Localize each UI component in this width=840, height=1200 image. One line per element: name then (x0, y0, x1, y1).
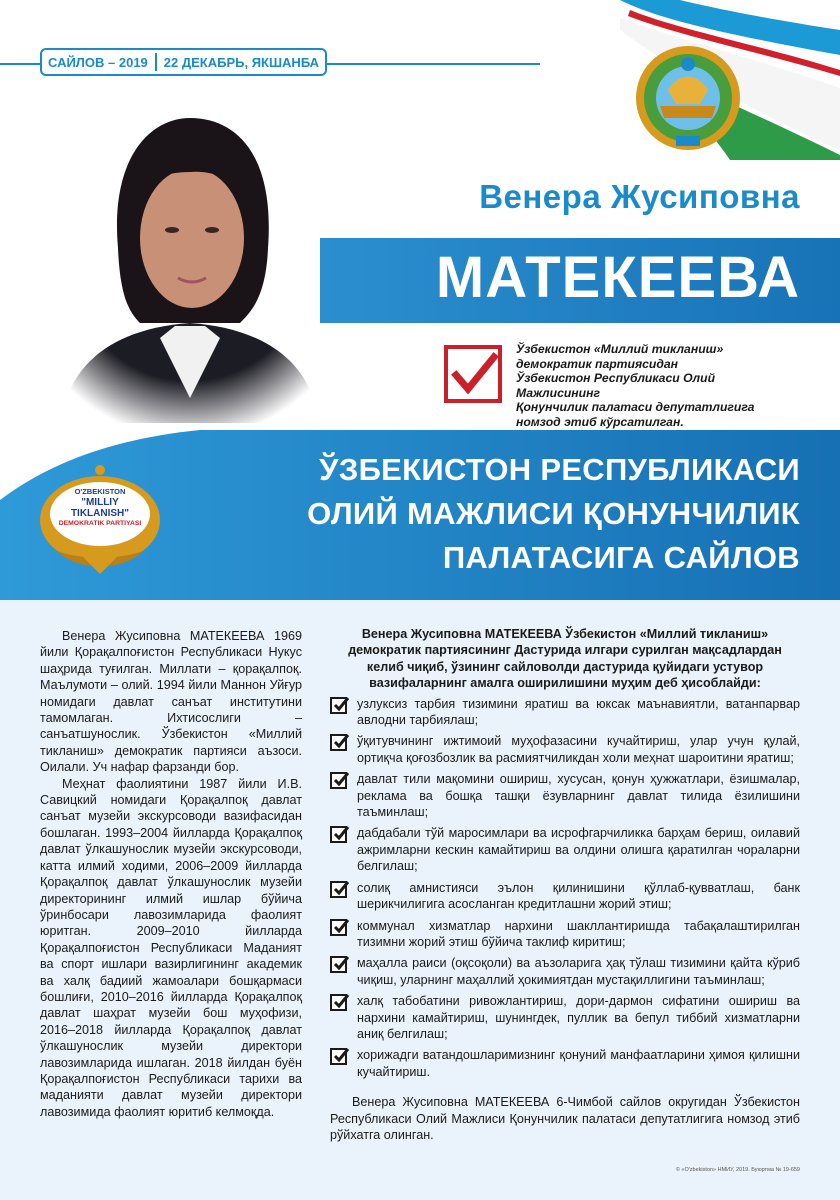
checkbox-checked-icon (330, 994, 347, 1011)
checkmark-icon (444, 345, 502, 403)
election-date: 22 ДЕКАБРЬ, ЯКШАНБА (163, 54, 320, 70)
checkbox-checked-icon (330, 1048, 347, 1065)
title-line: ПАЛАТАСИГА САЙЛОВ (442, 540, 800, 575)
nomination-line: Ўзбекистон Республикаси Олий Мажлисининг (516, 371, 716, 400)
nomination-line: номзод этиб кўрсатилган. (516, 414, 684, 429)
nomination-line: Қонунчилик палатаси депутатлигига (516, 400, 755, 415)
program-item-text: ўқитувчининг ижтимоий муҳофазасини кучайтириш, улар учун қулай, ортиқча қоғозбозлик ва расмиятчиликдан холи меҳнат шароитини яратиш; (357, 734, 800, 765)
program-intro: Венера Жусиповна МАТЕКЕЕВА Ўзбекистон «Миллий тикланиш» демократик партиясининг Дастурида илгари сурилган мақсадлардан келиб чиқиб, ўзининг сайловолди дастурида қуйидаги устувор вазифаларнинг амалга оширилишини муҳим деб ҳисоблайди: (348, 627, 782, 691)
program-item (330, 733, 800, 766)
program-item-text: давлат тили мақомини ошириш, хусусан, қонун ҳужжатлари, ёзишмалар, реклама ва бошқа ташқи ёзувларнинг давлат тилида ёзилишини таъминлаш; (357, 772, 800, 820)
biography-paragraph: Меҳнат фаолиятини 1987 йили И.В. Савицкий номидаги Қорақалпоқ давлат санъат музейи экскурсоводи вазифасидан бошлаган. 1993–2004 йилларда Қорақалпоқ давлат ўлкашунослик музейи экскурсоводи, катта илмий ходими, 2006–2009 йилларда Қорақалпоқ давлат ўлкашунослик музейи директорининг илмий ишлар бўйича ўринбосари лавозимларида фаолият юритган. 2009–2010 йилларда Қорақалпоғистон Республикаси Маданият ва спорт ишлари вазирлигининг академик ва халқ бадиий жамоалари бошқармаси бошлиғи, 2010–2016 йилларда Қорақалпоқ давлат шаҳрат музейи бош муҳофизи, 2016–2018 йилларда Қорақалпоқ давлат ўлкашунослик музейи директори лавозимларида ишлаган. 2018 йилдан буён Қорақалпоғистон Республикаси тарихи ва маданияти давлат музейи директори лавозимида фаолият юритиб келмоқда. (40, 776, 302, 1119)
flag-ribbon-emblem (500, 0, 840, 160)
party-logo-line: DEMOKRATIK PARTIYASI (58, 519, 142, 527)
checkbox-checked-icon (330, 881, 347, 898)
checkbox-checked-icon (330, 826, 347, 843)
program-item-text: маҳалла раиси (оқсоқоли) ва аъзоларига ҳақ тўлаш тизимини қайта кўриб чиқиш, уларнинг маҳаллий ҳокимиятдан мустақиллигини таъминлаш; (357, 956, 800, 987)
program-item (330, 1047, 800, 1080)
checkbox-checked-icon (330, 956, 347, 973)
program-item (330, 918, 800, 951)
election-title (180, 448, 800, 580)
candidate-portrait (40, 98, 340, 423)
program-item-text: солиқ амнистияси эълон қилинишини қўллаб-қувватлаш, банк шерикчилигига асосланган кредитлашни жорий этиш; (357, 880, 800, 912)
nomination-line: демократик партиясидан (516, 356, 679, 371)
party-logo-line: "MILLIY (81, 496, 119, 508)
program-item (330, 993, 800, 1042)
nomination-text (516, 342, 776, 430)
candidate-first-names: Венера Жусиповна (479, 178, 800, 215)
program-column (330, 626, 800, 1143)
party-logo (36, 462, 164, 586)
program-item (330, 771, 800, 820)
program-item-text: коммунал хизматлар нархини шакллантиришда табақалаштирилган тизимни жорий этиш бўйича таклиф киритиш; (357, 918, 800, 949)
program-item (330, 955, 800, 988)
election-date-badge (40, 48, 327, 76)
badge-divider (155, 53, 157, 71)
program-list (330, 696, 800, 1081)
biography-column (40, 628, 302, 1120)
candidate-surname: МАТЕКЕЕВА (435, 245, 800, 310)
checkbox-checked-icon (330, 734, 347, 751)
title-line: ОЛИЙ МАЖЛИСИ ҚОНУНЧИЛИК (307, 496, 800, 531)
biography-paragraph: Венера Жусиповна МАТЕКЕЕВА 1969 йили Қорақалпоғистон Республикаси Нукус шаҳрида туғилган. Миллати – қорақалпоқ. Маълумоти – олий. 1994 йили Маннон Уйғур номидаги давлат санъат институтини тамомлаган. Ихтисослиги – санъатшунослик. Ўзбекистон «Миллий тикланиш» демократик партияси аъзоси. Оилали. Уч нафар фарзанди бор. (40, 629, 302, 775)
program-item-text: хорижадги ватандошларимизнинг қонуний манфаатларини ҳимоя қилишни кучайтириш. (357, 1048, 800, 1079)
checkmark-box-icon (444, 345, 502, 403)
checkbox-checked-icon (330, 697, 347, 714)
program-item-text: халқ табобатини ривожлантириш, дори-дармон сифатини ошириш ва нархини камайтириш, шунингдек, пуллик ва бепул тиббий хизматларни аниқ белгилаш; (357, 994, 800, 1041)
registration-note: Венера Жусиповна МАТЕКЕЕВА 6-Чимбой сайлов округидан Ўзбекистон Республикаси Олий Мажлиси Қонунчилик палатаси депутатлигига номзод этиб рўйхатга олинган. (330, 1095, 800, 1142)
checkbox-checked-icon (330, 919, 347, 936)
program-item (330, 825, 800, 874)
state-emblem-icon (636, 46, 740, 150)
party-logo-line: O'ZBEKISTON (74, 487, 126, 496)
program-item-text: узлуксиз тарбия тизимини яратиш ва юксак маънавиятли, ватанпарвар авлодни тарбиялаш; (357, 696, 800, 728)
title-line: ЎЗБЕКИСТОН РЕСПУБЛИКАСИ (319, 452, 800, 487)
checkbox-checked-icon (330, 772, 347, 789)
print-footnote: © «O'zbekiston» НМИУ, 2019. Буюртма № 19-659 (675, 1167, 800, 1173)
program-item (330, 880, 800, 913)
party-logo-line: TIKLANISH" (70, 507, 130, 519)
election-label: САЙЛОВ – 2019 (48, 54, 148, 70)
nomination-line: Ўзбекистон «Миллий тикланиш» (516, 342, 724, 356)
program-item (330, 696, 800, 729)
program-item-text: дабдабали тўй маросимлари ва исрофгарчиликка барҳам бериш, оилавий ажримларни кескин камайтириш ва олдини олишга қаратилган чораларни белгилаш; (357, 826, 800, 874)
